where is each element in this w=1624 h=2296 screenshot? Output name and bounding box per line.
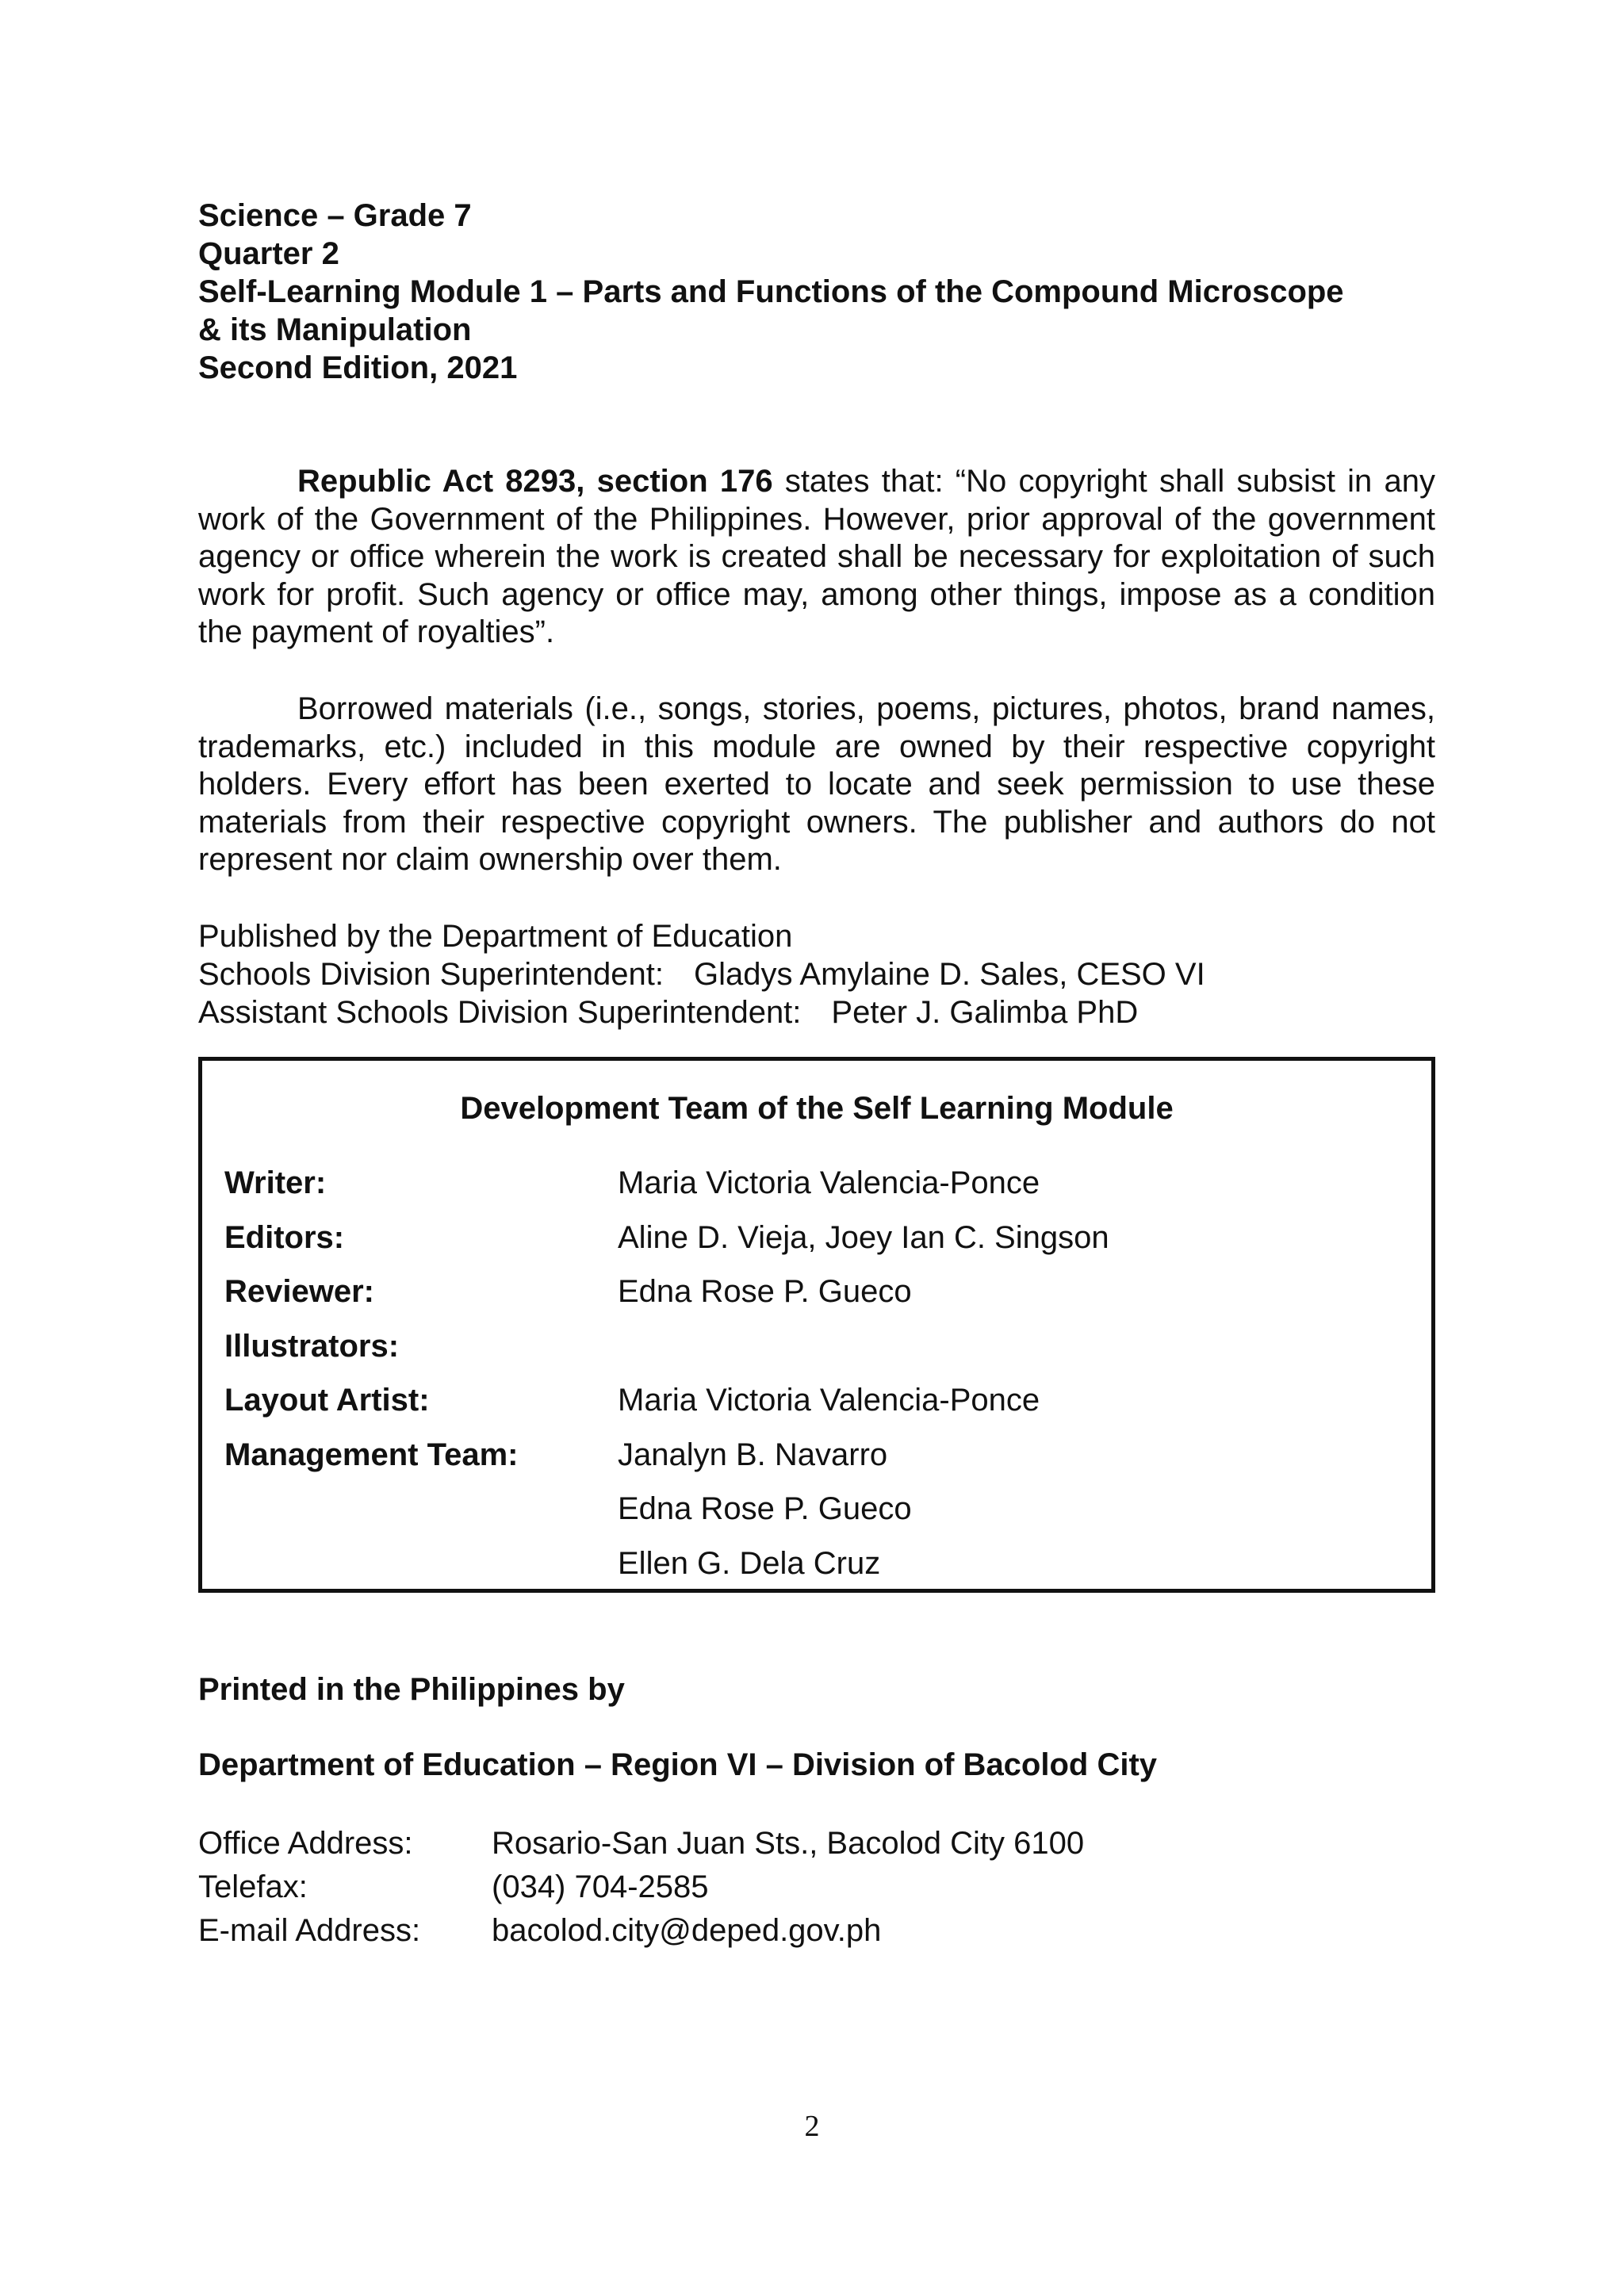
team-row — [224, 1490, 1409, 1544]
team-role: Editors: — [224, 1219, 345, 1255]
asds-line — [198, 993, 1205, 1031]
development-team-box — [198, 1057, 1435, 1593]
team-row — [224, 1272, 1409, 1327]
team-role: Writer: — [224, 1165, 327, 1200]
copyright-notice — [198, 463, 1435, 652]
sds-label: Schools Division Superintendent: — [198, 957, 665, 992]
team-role: Management Team: — [224, 1437, 519, 1472]
borrowed-materials-text: Borrowed materials (i.e., songs, stories, poems, pictures, photos, brand names, trademarks, etc.) included in this module are owned by their respective copyright holders. Every effort has been exerted to locate and seek permission to use these materials from their respective copyright owners. The publisher and authors do not represent nor claim ownership over them. — [198, 691, 1435, 877]
email-label: E-mail Address: — [198, 1913, 421, 1948]
team-row — [224, 1381, 1409, 1436]
telefax-value: (034) 704-2585 — [492, 1869, 709, 1904]
module-title-block — [198, 197, 1435, 387]
printer-organization: Department of Education – Region VI – Division of Bacolod City — [198, 1747, 1158, 1782]
copyright-text: states that: “No copyright shall subsist in any work of the Government of the Philippines. However, prior approval of the government agency or office wherein the work is created shall be necessary for exploitation of such work for profit. Such agency or office may, among other things, impose as a condition the payment of royalties”. — [198, 464, 1435, 649]
asds-label: Assistant Schools Division Superintendent: — [198, 995, 802, 1030]
development-team-heading: Development Team of the Self Learning Module — [460, 1091, 1174, 1126]
team-row — [224, 1219, 1409, 1273]
team-role: Layout Artist: — [224, 1383, 430, 1418]
copyright-law-reference: Republic Act 8293, section 176 — [297, 464, 773, 499]
published-by-text: Published by the Department of Education — [198, 919, 793, 954]
development-team-list — [224, 1164, 1409, 1598]
team-role: Reviewer: — [224, 1274, 374, 1309]
team-member: Janalyn B. Navarro — [618, 1437, 888, 1472]
publication-info — [198, 917, 1205, 1031]
office-address-label: Office Address: — [198, 1826, 413, 1861]
team-member: Maria Victoria Valencia-Ponce — [618, 1165, 1040, 1200]
module-title-continued: & its Manipulation — [198, 312, 472, 347]
borrowed-materials-notice — [198, 691, 1435, 879]
sds-name: Gladys Amylaine D. Sales, CESO VI — [694, 957, 1205, 992]
team-member: Edna Rose P. Gueco — [618, 1491, 912, 1526]
page-number: 2 — [804, 2110, 820, 2143]
team-row — [224, 1327, 1409, 1382]
sds-line — [198, 955, 1205, 993]
team-member: Aline D. Vieja, Joey Ian C. Singson — [618, 1219, 1109, 1255]
asds-name: Peter J. Galimba PhD — [831, 995, 1139, 1030]
office-address-value: Rosario-San Juan Sts., Bacolod City 6100 — [492, 1826, 1085, 1861]
telefax-label: Telefax: — [198, 1869, 308, 1904]
email-value: bacolod.city@deped.gov.ph — [492, 1913, 882, 1948]
team-row — [224, 1164, 1409, 1219]
team-row — [224, 1436, 1409, 1490]
team-member: Ellen G. Dela Cruz — [618, 1545, 881, 1581]
edition: Second Edition, 2021 — [198, 350, 518, 385]
module-title: Self-Learning Module 1 – Parts and Functions of the Compound Microscope — [198, 274, 1344, 309]
subject-grade: Science – Grade 7 — [198, 198, 472, 233]
team-member: Maria Victoria Valencia-Ponce — [618, 1383, 1040, 1418]
published-by-line — [198, 917, 1205, 955]
printed-by-heading: Printed in the Philippines by — [198, 1672, 625, 1707]
team-row — [224, 1544, 1409, 1599]
quarter: Quarter 2 — [198, 236, 339, 271]
team-role: Illustrators: — [224, 1328, 400, 1364]
team-member: Edna Rose P. Gueco — [618, 1274, 912, 1309]
